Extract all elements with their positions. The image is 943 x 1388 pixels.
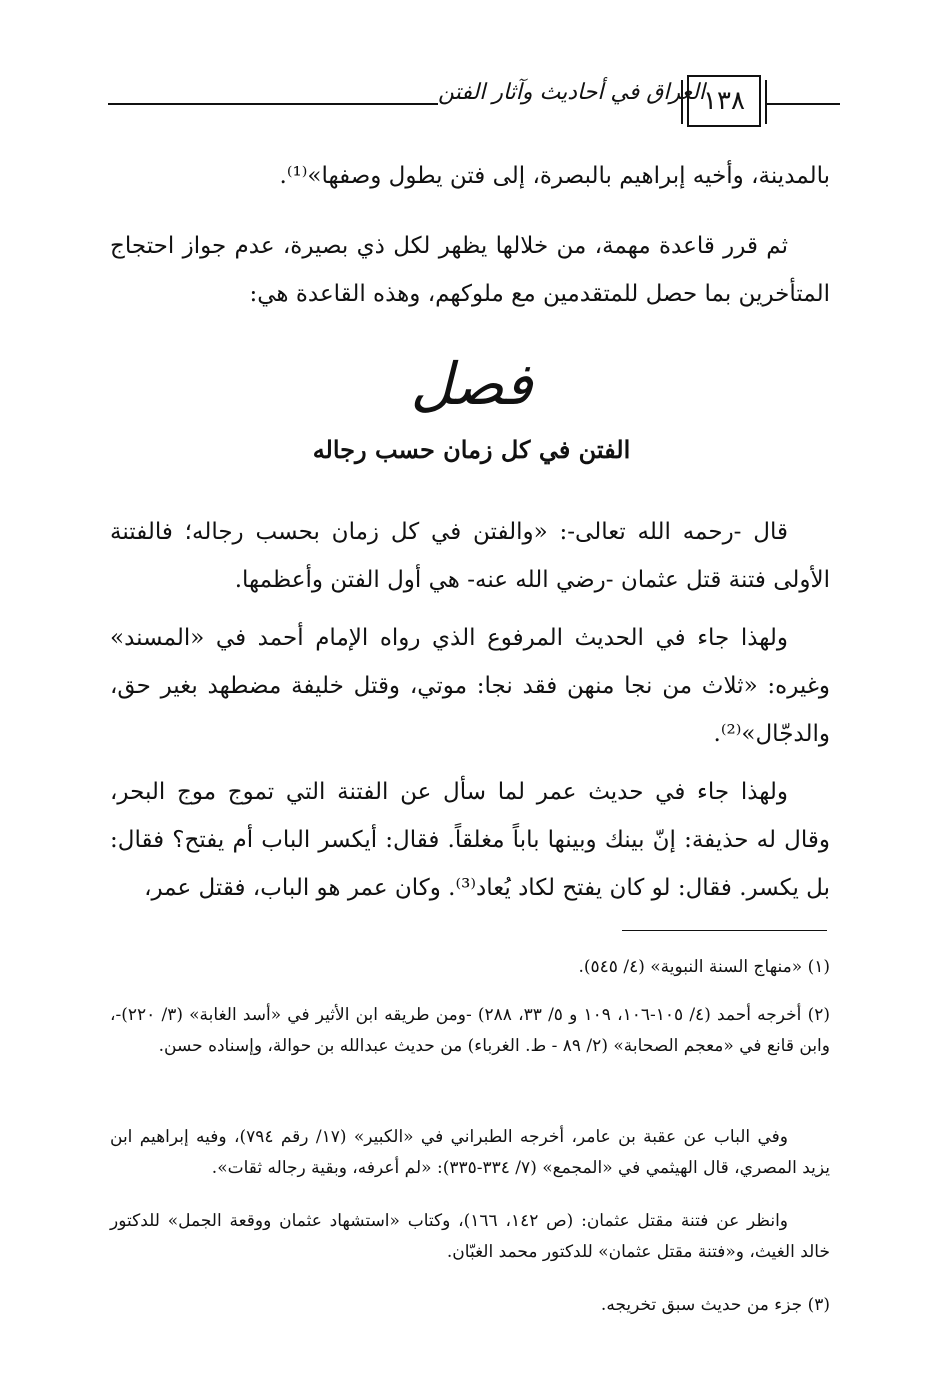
page-number: ١٣٨ [703, 86, 745, 116]
body-paragraph-5: ولهذا جاء في حديث عمر لما سأل عن الفتنة التي تموج موج البحر، وقال له حذيفة: إنّ بينك وبينها باباً مغلقاً. فقال: أيكسر الباب أم يفتح؟ فقال: بل يكسر. فقال: لو كان يفتح لكاد يُعاد⁽³⁾. وكان عمر هو الباب، فقتل عمر، [110, 779, 830, 901]
running-title: العراق في أحاديث وآثار الفتن [438, 80, 706, 105]
footnote-2: (٢) أخرجه أحمد (٤/ ١٠٥-١٠٦، ١٠٩ و ٥/ ٣٣، ٢٨٨) -ومن طريقه ابن الأثير في «أسد الغابة» (٣/ ٢٢٠)-، وابن قانع في «معجم الصحابة» (٢/ ٨٩ - ط. الغرباء) من حديث عبدالله بن حوالة، وإسناده حسن. [110, 1005, 830, 1056]
section-heading: الفتن في كل زمان حسب رجاله [312, 435, 631, 464]
body-paragraph-2: ثم قرر قاعدة مهمة، من خلالها يظهر لكل ذي بصيرة، عدم جواز احتجاج المتأخرين بما حصل للمتقدمين مع ملوكهم، وهذه القاعدة هي: [110, 233, 830, 307]
header-rule-right [765, 103, 840, 105]
footnote-2-continued: وفي الباب عن عقبة بن عامر، أخرجه الطبراني في «الكبير» (١٧/ رقم ٧٩٤)، وفيه إبراهيم ابن يزيد المصري، قال الهيثمي في «المجمع» (٧/ ٣٣٤-٣٣٥): «لم أعرفه، وبقية رجاله ثقات». [110, 1127, 830, 1178]
header-rule-left [108, 103, 438, 105]
page-number-frame [687, 75, 761, 127]
footnote-2-see-also: وانظر عن فتنة مقتل عثمان: (ص ١٤٢، ١٦٦)، وكتاب «استشهاد عثمان ووقعة الجمل» للدكتور خالد الغيث، و«فتنة مقتل عثمان» للدكتور محمد الغبّان. [110, 1211, 830, 1262]
body-paragraph-3: قال -رحمه الله تعالى-: «والفتن في كل زمان بحسب رجاله؛ فالفتنة الأولى فتنة قتل عثمان -رضي الله عنه- هي أول الفتن وأعظمها. [110, 519, 830, 593]
section-ornament-fasl: فصل [410, 350, 533, 418]
body-paragraph-4: ولهذا جاء في الحديث المرفوع الذي رواه الإمام أحمد في «المسند» وغيره: «ثلاث من نجا منهن فقد نجا: موتي، وقتل خليفة مضطهد بغير حق، والدجّال»⁽²⁾. [110, 625, 830, 747]
body-paragraph-1: بالمدينة، وأخيه إبراهيم بالبصرة، إلى فتن يطول وصفها»⁽¹⁾. [279, 163, 830, 189]
page-header [80, 70, 840, 140]
footnote-separator [622, 930, 827, 931]
footnote-3: (٣) جزء من حديث سبق تخريجه. [600, 1295, 830, 1315]
footnote-1: (١) «منهاج السنة النبوية» (٤/ ٥٤٥). [578, 957, 830, 977]
